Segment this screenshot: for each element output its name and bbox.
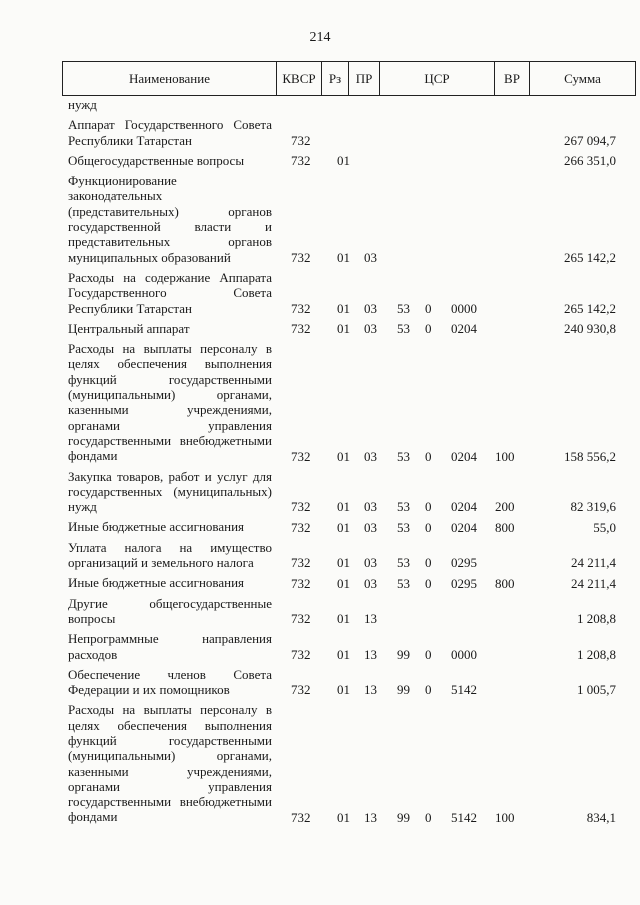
cell-csr-direction: 5142	[451, 682, 477, 698]
cell-pr: 03	[364, 300, 377, 316]
cell-sum: 55,0	[593, 519, 616, 535]
cell-kvsr: 732	[291, 499, 311, 515]
cell-name: Иные бюджетные ассигнования	[68, 575, 245, 591]
table-row	[0, 466, 640, 517]
table-row	[0, 114, 640, 150]
cell-vr: 100	[495, 809, 515, 825]
cell-name: Расходы на выплаты персоналу в целях обеспечения выполнения функций государственными (муниципальными) органами, казенными учреждениями, органами управления государственными внебюджетными фондами	[68, 341, 272, 464]
cell-csr-program: 53	[397, 575, 410, 591]
cell-rz: 01	[337, 682, 350, 698]
cell-name: Закупка товаров, работ и услуг для государственных (муниципальных) нужд	[68, 468, 272, 515]
cell-csr-program: 53	[397, 499, 410, 515]
cell-vr: 800	[495, 519, 515, 535]
cell-rz: 01	[337, 153, 350, 169]
header-sum: Сумма	[529, 62, 635, 95]
cell-pr: 13	[364, 646, 377, 662]
cell-kvsr: 732	[291, 555, 311, 571]
header-kvsr: КВСР	[276, 62, 321, 95]
table-row	[0, 318, 640, 338]
cell-kvsr: 732	[291, 682, 311, 698]
cell-sum: 1 208,8	[577, 611, 616, 627]
cell-kvsr: 732	[291, 448, 311, 464]
cell-csr-program: 53	[397, 519, 410, 535]
cell-pr: 03	[364, 499, 377, 515]
cell-csr-program: 99	[397, 646, 410, 662]
cell-name: Функционирование законодательных (представительных) органов государственной власти и представительных органов муниципальных образований	[68, 173, 272, 265]
cell-name: нужд	[68, 97, 97, 112]
table-row	[0, 572, 640, 592]
cell-rz: 01	[337, 321, 350, 337]
cell-name: Обеспечение членов Совета Федерации и их помощников	[68, 666, 272, 698]
cell-name: Расходы на содержание Аппарата Государственного Совета Республики Татарстан	[68, 269, 272, 316]
header-csr: ЦСР	[379, 62, 494, 95]
cell-name: Аппарат Государственного Совета Республики Татарстан	[68, 117, 272, 148]
cell-sum: 158 556,2	[564, 448, 616, 464]
header-pr: ПР	[348, 62, 379, 95]
cell-sum: 1 005,7	[577, 682, 616, 698]
header-name: Наименование	[129, 71, 210, 86]
cell-csr-subprogram: 0	[425, 555, 432, 571]
cell-csr-direction: 5142	[451, 809, 477, 825]
cell-name: Другие общегосударственные вопросы	[68, 595, 272, 626]
cell-csr-direction: 0204	[451, 499, 477, 515]
cell-name: Иные бюджетные ассигнования	[68, 519, 245, 535]
cell-csr-direction: 0295	[451, 575, 477, 591]
cell-sum: 1 208,8	[577, 646, 616, 662]
cell-csr-subprogram: 0	[425, 448, 432, 464]
cell-csr-direction: 0204	[451, 321, 477, 337]
table-row	[0, 97, 640, 114]
cell-pr: 13	[364, 682, 377, 698]
cell-kvsr: 732	[291, 249, 311, 265]
cell-csr-program: 53	[397, 448, 410, 464]
cell-kvsr: 732	[291, 519, 311, 535]
cell-csr-program: 99	[397, 809, 410, 825]
cell-csr-program: 53	[397, 300, 410, 316]
table-row	[0, 267, 640, 318]
cell-csr-subprogram: 0	[425, 682, 432, 698]
cell-rz: 01	[337, 611, 350, 627]
cell-rz: 01	[337, 555, 350, 571]
cell-csr-subprogram: 0	[425, 300, 432, 316]
cell-csr-subprogram: 0	[425, 499, 432, 515]
cell-sum: 24 211,4	[570, 555, 616, 571]
header-rz: Рз	[321, 62, 348, 95]
table-row	[0, 537, 640, 573]
table-row	[0, 170, 640, 267]
table-row	[0, 338, 640, 465]
table-body	[0, 97, 640, 827]
cell-pr: 03	[364, 321, 377, 337]
cell-csr-direction: 0000	[451, 300, 477, 316]
cell-csr-subprogram: 0	[425, 646, 432, 662]
cell-name: Непрограммные направления расходов	[68, 631, 272, 662]
cell-kvsr: 732	[291, 321, 311, 337]
cell-csr-direction: 0204	[451, 519, 477, 535]
cell-csr-program: 53	[397, 321, 410, 337]
cell-rz: 01	[337, 646, 350, 662]
cell-rz: 01	[337, 499, 350, 515]
table-row	[0, 628, 640, 664]
cell-sum: 82 319,6	[570, 499, 616, 515]
cell-kvsr: 732	[291, 153, 311, 169]
cell-vr: 200	[495, 499, 515, 515]
cell-csr-program: 53	[397, 555, 410, 571]
cell-pr: 03	[364, 555, 377, 571]
cell-kvsr: 732	[291, 132, 311, 148]
cell-csr-direction: 0204	[451, 448, 477, 464]
cell-csr-program: 99	[397, 682, 410, 698]
cell-pr: 13	[364, 611, 377, 627]
table-row	[0, 664, 640, 700]
cell-sum: 266 351,0	[564, 153, 616, 169]
cell-csr-subprogram: 0	[425, 575, 432, 591]
cell-rz: 01	[337, 448, 350, 464]
cell-rz: 01	[337, 519, 350, 535]
cell-pr: 03	[364, 519, 377, 535]
cell-vr: 100	[495, 448, 515, 464]
cell-sum: 24 211,4	[570, 575, 616, 591]
cell-kvsr: 732	[291, 575, 311, 591]
cell-sum: 265 142,2	[564, 249, 616, 265]
table-row	[0, 699, 640, 826]
cell-sum: 265 142,2	[564, 300, 616, 316]
cell-pr: 03	[364, 448, 377, 464]
cell-rz: 01	[337, 300, 350, 316]
cell-pr: 03	[364, 249, 377, 265]
cell-rz: 01	[337, 575, 350, 591]
cell-csr-subprogram: 0	[425, 321, 432, 337]
cell-sum: 834,1	[586, 809, 616, 825]
cell-pr: 03	[364, 575, 377, 591]
table-row	[0, 150, 640, 170]
cell-rz: 01	[337, 249, 350, 265]
page-number: 214	[309, 30, 331, 45]
cell-vr: 800	[495, 575, 515, 591]
cell-name: Общегосударственные вопросы	[68, 152, 245, 168]
cell-name: Центральный аппарат	[68, 320, 190, 336]
cell-name: Расходы на выплаты персоналу в целях обеспечения выполнения функций государственными (муниципальными) органами, казенными учреждениями, органами управления государственными внебюджетными фондами	[68, 702, 272, 825]
cell-kvsr: 732	[291, 646, 311, 662]
cell-csr-direction: 0295	[451, 555, 477, 571]
header-vr: ВР	[494, 62, 529, 95]
cell-csr-subprogram: 0	[425, 809, 432, 825]
table-header	[62, 61, 636, 96]
cell-sum: 267 094,7	[564, 132, 616, 148]
cell-kvsr: 732	[291, 809, 311, 825]
cell-kvsr: 732	[291, 611, 311, 627]
cell-pr: 13	[364, 809, 377, 825]
cell-sum: 240 930,8	[564, 321, 616, 337]
table-row	[0, 516, 640, 536]
cell-csr-subprogram: 0	[425, 519, 432, 535]
cell-rz: 01	[337, 809, 350, 825]
table-row	[0, 593, 640, 629]
cell-kvsr: 732	[291, 300, 311, 316]
cell-name: Уплата налога на имущество организаций и земельного налога	[68, 539, 272, 571]
cell-csr-direction: 0000	[451, 646, 477, 662]
